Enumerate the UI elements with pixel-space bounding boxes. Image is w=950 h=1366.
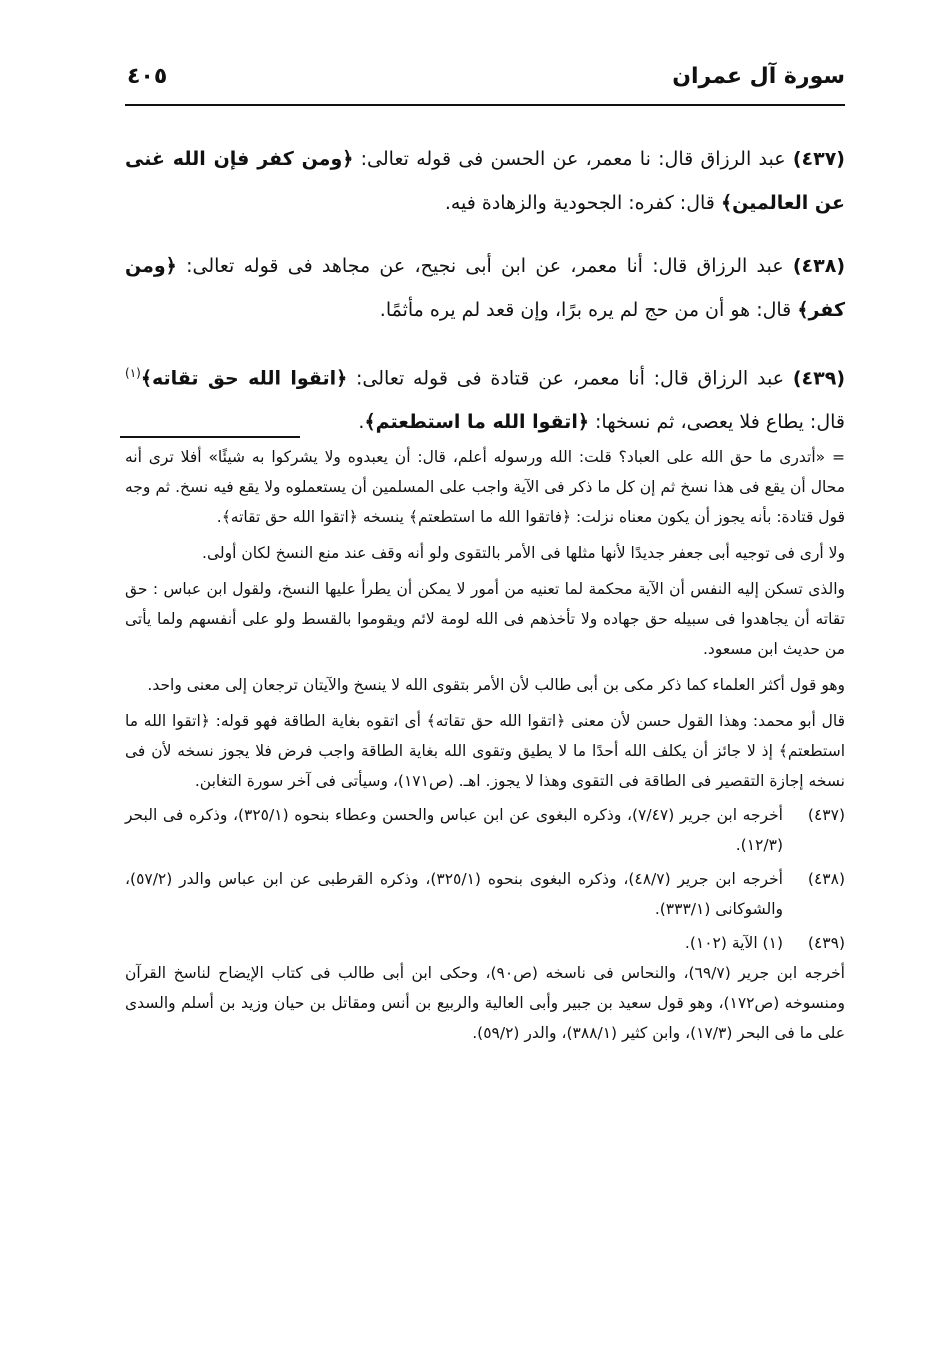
entry-number: (٤٣٨) bbox=[792, 255, 846, 277]
footnote-text: أخرجه ابن جرير (٧/٤٧)، وذكره البغوى عن ابن عباس والحسن وعطاء بنحوه (٣٢٥/١)، وذكره فى البحر (١٢/٣). bbox=[125, 806, 783, 854]
narration-entry bbox=[125, 137, 845, 225]
entry-intro: عبد الرزاق قال: نا معمر، عن الحسن فى قوله تعالى: bbox=[360, 148, 786, 170]
entry-intro: عبد الرزاق قال: أنا معمر، عن قتادة فى قوله تعالى: bbox=[356, 367, 785, 390]
footnote-item bbox=[125, 800, 845, 860]
footnote-item bbox=[125, 864, 845, 924]
footnote-number: (٤٣٨) bbox=[807, 870, 845, 888]
footnote-continuation: ولا أرى فى توجيه أبى جعفر جديدًا لأنها مثلها فى الأمر بالتقوى ولو أنه وقف عند منع النسخ لكان أولى. bbox=[202, 544, 845, 562]
narration-entry bbox=[125, 351, 845, 444]
footnote-divider bbox=[120, 436, 300, 438]
surah-title: سورة آل عمران bbox=[672, 64, 845, 89]
entry-commentary: قال: يطاع فلا يعصى، ثم نسخها: bbox=[595, 411, 845, 434]
footnote-text: أخرجه ابن جرير (٤٨/٧)، وذكره البغوى بنحوه (٣٢٥/١)، وذكره القرطبى عن ابن عباس والدر (٥٧/٢)، والشوكانى (٣٣٣/١). bbox=[125, 870, 783, 918]
entry-commentary: قال: كفره: الجحودية والزهادة فيه. bbox=[444, 192, 715, 214]
entry-number: (٤٣٧) bbox=[792, 148, 845, 170]
page-number: ٤٠٥ bbox=[127, 64, 168, 89]
entry-end-mark: . bbox=[358, 411, 365, 434]
narration-entries bbox=[125, 118, 845, 454]
footnote-continuation: والذى تسكن إليه النفس أن الآية محكمة لما تعنيه من أمور لا يمكن أن يطرأ عليها النسخ، ولقول ابن عباس : حق تقاته أن يجاهدوا فى سبيله حق جهاده ولا تأخذهم فى الله لومة لائم ويقوموا بالقسط ولو على أنفسهم ولما يأتى من حديث ابن مسعود. bbox=[125, 580, 845, 658]
quran-quote: ﴿ومن كفر﴾ bbox=[125, 255, 845, 321]
entry-commentary: قال: هو أن من حج لم يره برًا، وإن قعد لم يره مأثمًا. bbox=[379, 299, 792, 321]
footnote-reference: (١) bbox=[125, 366, 141, 380]
entry-intro: عبد الرزاق قال: أنا معمر، عن ابن أبى نجيح، عن مجاهد فى قوله تعالى: bbox=[186, 255, 784, 277]
footnote-item bbox=[125, 928, 845, 958]
footnote-continuation: قال أبو محمد: وهذا القول حسن لأن معنى ﴿اتقوا الله حق تقاته﴾ أى اتقوه بغاية الطاقة فهو قوله: ﴿اتقوا الله ما استطعتم﴾ إذ لا جائز أن يكلف الله أحدًا ما لا يطيق وتقوى الله بغاية الطاقة واجب فرض فلا يجوز نسخه لأن فى نسخه إجازة التقصير فى الطاقة فى التقوى وهذا لا يجوز. اهـ. (ص١٧١)، وسيأتى فى آخر سورة التغابن. bbox=[125, 712, 845, 790]
footnote-continuation: = «أتدرى ما حق الله على العباد؟ قلت: الله ورسوله أعلم، قال: أن يعبدوه ولا يشركوا به شيئًا» أفلا ترى أنه محال أن يقع فى هذا نسخ ثم إن كل ما ذكر فى الآية واجب على المسلمين أن يستعملوه ولا يقع فيه نسخ. ثم وجه قول قتادة: بأنه يجوز أن يكون معناه نزلت: ﴿فاتقوا الله ما استطعتم﴾ ينسخه ﴿اتقوا الله حق تقاته﴾. bbox=[125, 448, 845, 526]
quran-quote: ﴿اتقوا الله ما استطعتم﴾ bbox=[364, 411, 589, 434]
quran-quote: ﴿اتقوا الله حق تقاته﴾ bbox=[140, 367, 348, 390]
quran-quote: ﴿ومن كفر فإن الله غنى عن العالمين﴾ bbox=[125, 148, 845, 214]
footnote-closing: أخرجه ابن جرير (٦٩/٧)، والنحاس فى ناسخه (ص٩٠)، وحكى ابن أبى طالب فى كتاب الإيضاح لناسخ القرآن ومنسوخه (ص١٧٢)، وهو قول سعيد بن جبير وأبى العالية والربيع بن أنس ومقاتل بن حيان وزيد بن أسلم والسدى على ما فى البحر (١٧/٣)، وابن كثير (٣٨٨/١)، والدر (٥٩/٢). bbox=[125, 964, 845, 1042]
entry-number: (٤٣٩) bbox=[792, 367, 845, 390]
page-header bbox=[125, 62, 845, 106]
footnote-number: (٤٣٩) bbox=[807, 934, 845, 952]
footnotes-section bbox=[125, 442, 845, 1048]
footnote-text: (١) الآية (١٠٢). bbox=[684, 934, 783, 952]
footnote-number: (٤٣٧) bbox=[807, 806, 845, 824]
footnote-continuation: وهو قول أكثر العلماء كما ذكر مكى بن أبى طالب لأن الأمر بتقوى الله لا ينسخ والآيتان ترجعان إلى معنى واحد. bbox=[147, 676, 845, 694]
narration-entry bbox=[125, 244, 845, 332]
